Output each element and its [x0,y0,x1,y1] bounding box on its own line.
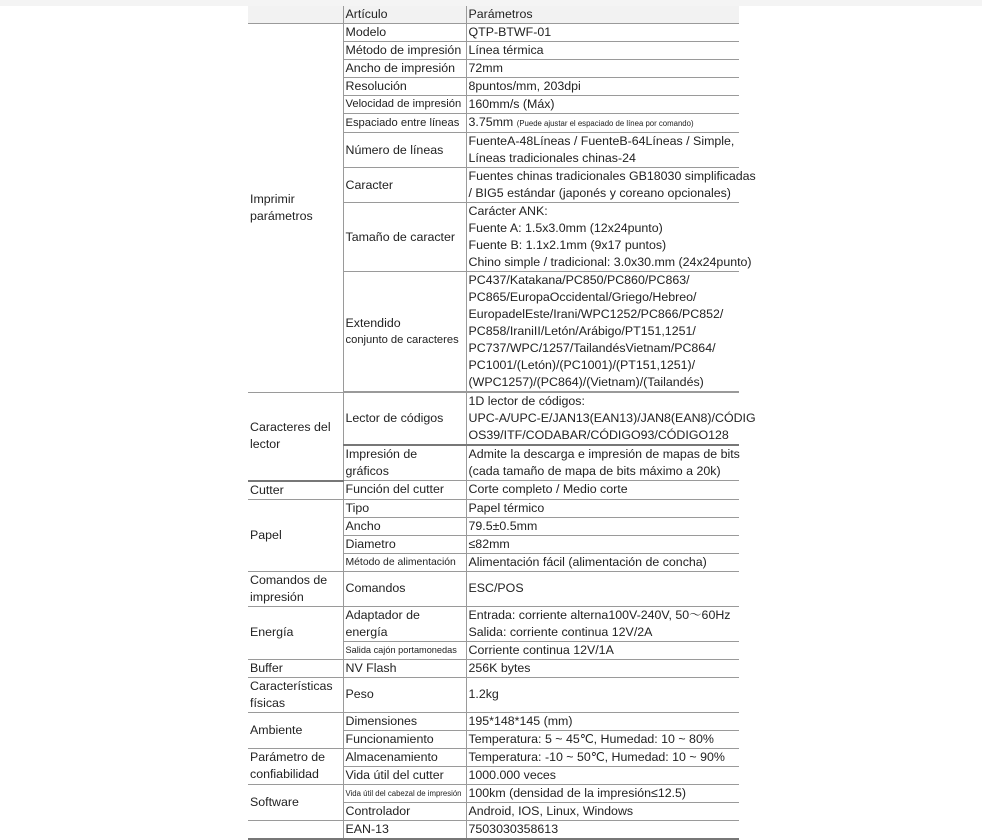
table-row [248,659,739,677]
value-line: FuenteA-48Líneas / FuenteB-64Líneas / Simple, [468,134,735,148]
group-label: Imprimir [250,192,295,206]
item-value [466,272,739,392]
item-value: 8puntos/mm, 203dpi [466,78,739,96]
item-value: Corte completo / Medio corte [466,481,739,500]
item-value: 160mm/s (Máx) [466,96,739,114]
group-label: impresión [250,589,304,604]
value-line: Líneas tradicionales chinas-24 [468,151,636,165]
item-label: Vida útil del cutter [343,766,466,784]
item-value: 256K bytes [466,659,739,677]
value-line: Fuente A: 1.5x3.0mm (12x24punto) [468,221,663,235]
item-label: Adaptador de energía [343,606,466,641]
spacing-note: (Puede ajustar el espaciado de línea por comando) [516,119,694,128]
item-label: Número de líneas [343,133,466,168]
item-value: ≤82mm [466,535,739,553]
group-label: Parámetro de [250,750,326,764]
item-value [466,114,739,133]
table-row [248,820,739,839]
item-label: Ancho [343,517,466,535]
table-row [248,677,739,712]
value-line: Chino simple / tradicional: 3.0x30.mm (24x24punto) [468,255,752,269]
item-value: Android, IOS, Linux, Windows [466,802,739,820]
item-label: Dimensiones [343,712,466,730]
value-line: / BIG5 estándar (japonés y coreano opcionales) [468,186,731,200]
header-blank [248,6,343,24]
header-params: Parámetros [466,6,739,24]
table-header-row [248,6,739,24]
item-label: Controlador [343,802,466,820]
item-value [466,445,739,481]
value-line: Admite la descarga e impresión de mapas de bits [468,447,740,461]
item-value: ESC/POS [466,571,739,606]
item-label: Método de impresión [343,42,466,60]
group-papel: Papel [248,499,343,571]
group-comandos [248,571,343,606]
table-row [248,606,739,641]
item-label: Vida útil del cabezal de impresión [343,784,466,802]
item-value: Temperatura: -10 ~ 50℃, Humedad: 10 ~ 90% [466,748,739,766]
table-row [248,24,739,42]
value-line: Carácter ANK: [468,204,548,218]
table-row [248,571,739,606]
spacing-value: 3.75mm [468,115,514,129]
table-row [248,712,739,730]
item-label: Tipo [343,499,466,517]
table-row [248,784,739,802]
item-value [466,203,752,272]
group-buffer: Buffer [248,659,343,677]
table-row [248,499,739,517]
group-lector [248,393,343,481]
item-label: Ancho de impresión [343,60,466,78]
item-label: Impresión de gráficos [343,445,466,481]
value-line: (cada tamaño de mapa de bits máximo a 20k) [468,464,721,478]
item-label: Espaciado entre líneas [343,114,466,133]
group-caracteristicas [248,677,343,712]
item-label: Comandos [343,571,466,606]
item-label: Tamaño de caracter [343,203,466,272]
item-value: 100km (densidad de la impresión≤12.5) [466,784,739,802]
item-value: 72mm [466,60,739,78]
group-imprimir [248,24,343,393]
item-value: Papel térmico [466,499,739,517]
item-value: 1000.000 veces [466,766,739,784]
item-label: Caracter [343,168,466,203]
value-line: Fuentes chinas tradicionales GB18030 simplificadas [468,169,756,183]
group-label: físicas [250,695,286,710]
item-label: Modelo [343,24,466,42]
group-label: Características [250,678,333,693]
item-value [466,393,756,446]
value-line: PC437/Katakana/PC850/PC860/PC863/ [468,273,690,287]
item-label: Funcionamiento [343,730,466,748]
item-value: 7503030358613 [466,820,739,839]
value-line: Salida: corriente continua 12V/2A [468,624,653,639]
group-cutter: Cutter [248,481,343,500]
value-line: PC865/EuropaOccidental/Griego/Hebreo/ [468,290,697,304]
item-label: Función del cutter [343,481,466,500]
value-line: PC1001/(Letón)/(PC1001)/(PT151,1251)/ [468,358,696,372]
value-line: OS39/ITF/CODABAR/CÓDIGO93/CÓDIGO128 [468,428,729,442]
item-value [466,606,739,641]
table-row [248,393,739,446]
item-value: Alimentación fácil (alimentación de concha) [466,553,739,571]
value-line: Entrada: corriente alterna100V-240V, 50〜60Hz [468,607,731,622]
header-item: Artículo [343,6,466,24]
item-label: Peso [343,677,466,712]
value-line: 1D lector de códigos: [468,394,585,408]
group-confiabilidad [248,748,343,784]
table-row [248,481,739,500]
item-value: Temperatura: 5 ~ 45℃, Humedad: 10 ~ 80% [466,730,739,748]
item-label: EAN-13 [343,820,466,839]
item-label: Lector de códigos [343,393,466,446]
value-line: PC737/WPC/1257/TailandésVietnam/PC864/ [468,341,716,355]
item-value: QTP-BTWF-01 [466,24,739,42]
item-value: 1.2kg [466,677,739,712]
table-row [248,748,739,766]
item-label: Almacenamiento [343,748,466,766]
value-line: UPC-A/UPC-E/JAN13(EAN13)/JAN8(EAN8)/CÓDIG [468,411,756,425]
spec-table [248,6,756,840]
item-label [343,272,466,392]
value-line: Fuente B: 1.1x2.1mm (9x17 puntos) [468,238,667,252]
group-software: Software [248,784,343,820]
value-line: (WPC1257)/(PC864)/(Vietnam)/(Tailandés) [468,375,704,389]
value-line: EuropadelEste/Irani/WPC1252/PC866/PC852/ [468,307,724,321]
group-label: Caracteres del [250,420,331,435]
item-value [466,168,756,203]
group-label: lector [250,437,281,452]
label-line: Extendido [345,315,401,330]
item-value: Línea térmica [466,42,739,60]
group-energia: Energía [248,606,343,659]
group-label: parámetros [250,209,313,223]
group-label: confiabilidad [250,767,319,781]
item-label: Método de alimentación [343,553,466,571]
item-label: NV Flash [343,659,466,677]
item-label: Diametro [343,535,466,553]
group-label: Comandos de [250,572,328,587]
label-line: conjunto de caracteres [345,333,459,346]
item-value: 79.5±0.5mm [466,517,739,535]
item-label: Velocidad de impresión [343,96,466,114]
item-value: 195*148*145 (mm) [466,712,739,730]
item-label: Salida cajón portamonedas [343,641,466,659]
value-line: PC858/IraniII/Letón/Arábigo/PT151,1251/ [468,324,696,338]
item-label: Resolución [343,78,466,96]
item-value: Corriente continua 12V/1A [466,641,739,659]
group-ambiente: Ambiente [248,712,343,748]
group-blank [248,820,343,839]
item-value [466,133,739,168]
